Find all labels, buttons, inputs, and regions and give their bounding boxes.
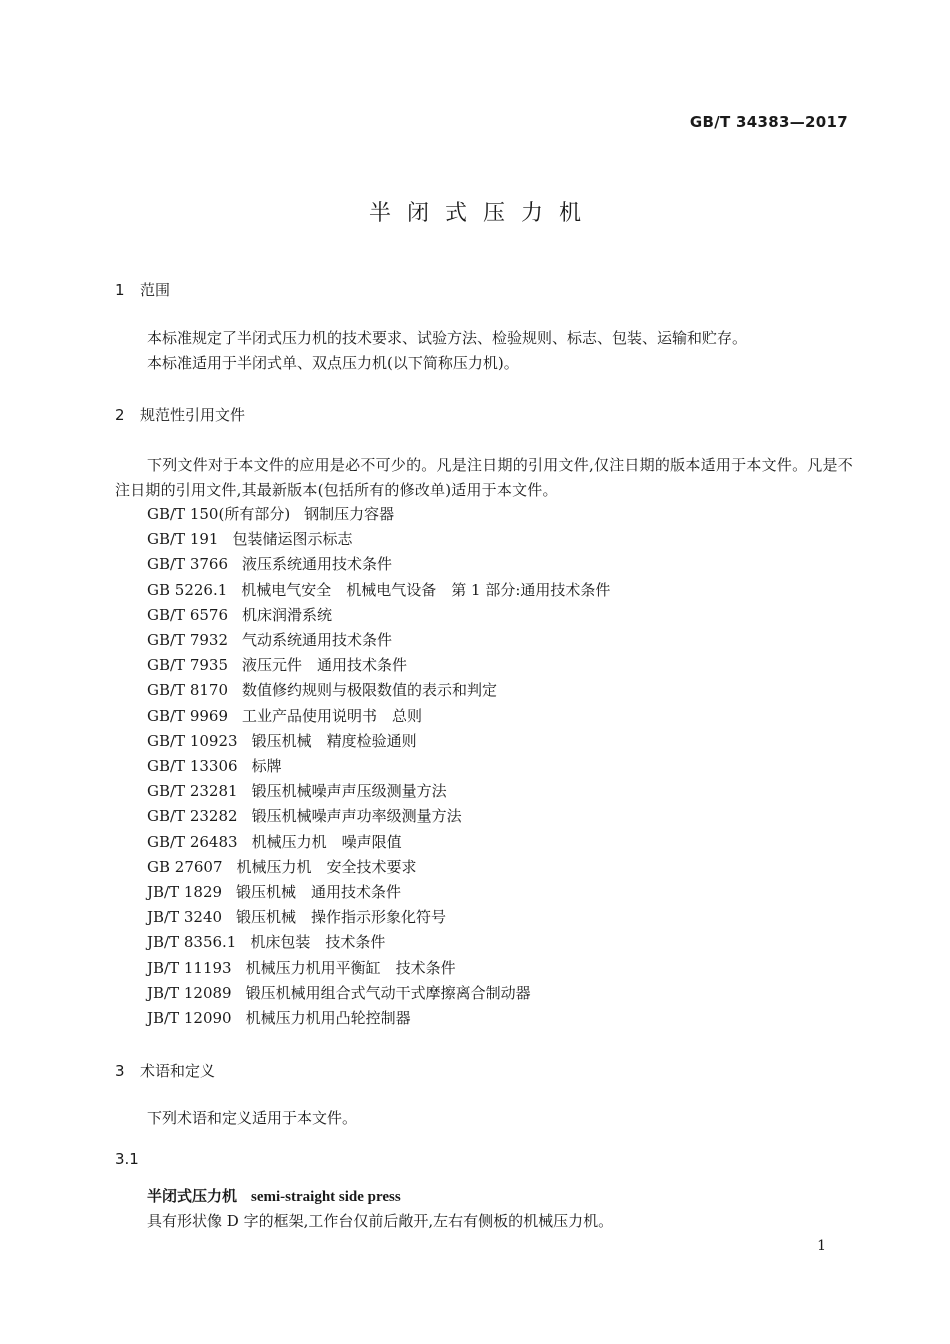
reference-title: 工业产品使用说明书 总则 [242,706,423,725]
reference-code: GB/T 9969 [147,706,229,725]
reference-item [147,855,610,880]
reference-code: GB/T 6576 [147,605,229,624]
reference-title: 机械压力机用凸轮控制器 [245,1009,411,1028]
reference-title: 锻压机械噪声声压级测量方法 [251,782,447,801]
reference-list [147,502,610,1031]
reference-code: JB/T 3240 [147,908,223,927]
reference-title: 机械压力机用平衡缸 技术条件 [245,958,456,977]
section-number: 1 [115,281,125,299]
scope-paragraph-2: 本标准适用于半闭式单、双点压力机(以下简称压力机)。 [147,354,519,372]
reference-title: 机械压力机 安全技术要求 [236,857,417,876]
section-title: 规范性引用文件 [140,406,246,424]
reference-title: 机械压力机 噪声限值 [251,832,402,851]
reference-code: GB/T 7935 [147,656,229,675]
reference-item [147,628,610,653]
reference-title: 包装储运图示标志 [232,530,353,549]
reference-title: 气动系统通用技术条件 [242,631,393,650]
reference-title: 锻压机械 操作指示形象化符号 [236,908,447,927]
term-number: 3.1 [115,1150,139,1168]
reference-item [147,779,610,804]
reference-code: GB/T 10923 [147,731,238,750]
reference-code: GB/T 7932 [147,631,229,650]
scope-paragraph-1: 本标准规定了半闭式压力机的技术要求、试验方法、检验规则、标志、包装、运输和贮存。 [147,329,748,347]
reference-item [147,830,610,855]
reference-code: GB 5226.1 [147,580,228,599]
reference-title: 标牌 [251,757,282,776]
reference-item [147,578,610,603]
reference-code: JB/T 12089 [147,983,232,1002]
reference-item [147,729,610,754]
reference-item [147,1006,610,1031]
reference-code: GB/T 23281 [147,782,238,801]
term-chinese: 半闭式压力机 [147,1187,238,1205]
document-title: 半闭式压力机 [368,201,597,226]
reference-item [147,653,610,678]
reference-item [147,754,610,779]
section-title: 范围 [140,281,171,299]
section-number: 3 [115,1062,125,1080]
term-definition: 具有形状像 D 字的框架,工作台仅前后敞开,左右有侧板的机械压力机。 [147,1212,614,1230]
reference-code: JB/T 8356.1 [147,933,237,952]
reference-title: 机械电气安全 机械电气设备 第 1 部分:通用技术条件 [241,580,611,599]
reference-code: GB/T 3766 [147,555,229,574]
reference-item [147,981,610,1006]
reference-item [147,678,610,703]
reference-code: GB/T 150(所有部分) [147,505,291,523]
reference-code: GB/T 23282 [147,807,238,826]
reference-item [147,930,610,955]
reference-item [147,552,610,577]
reference-item [147,527,610,552]
reference-item [147,804,610,829]
term-english: semi-straight side press [251,1189,401,1205]
standard-code: GB/T 34383—2017 [689,113,848,131]
section-3-heading [115,1060,215,1081]
reference-code: GB/T 26483 [147,832,238,851]
reference-item [147,905,610,930]
reference-code: JB/T 12090 [147,1009,232,1028]
reference-code: GB 27607 [147,857,223,876]
reference-title: 锻压机械噪声声功率级测量方法 [251,807,462,826]
reference-item [147,880,610,905]
section-2-heading [115,404,245,425]
reference-code: GB/T 8170 [147,681,229,700]
reference-code: JB/T 1829 [147,883,223,902]
reference-title: 液压元件 通用技术条件 [242,656,408,675]
reference-item [147,603,610,628]
section-title: 术语和定义 [140,1062,216,1080]
reference-code: JB/T 11193 [147,958,232,977]
reference-item [147,956,610,981]
reference-title: 机床润滑系统 [242,605,333,624]
reference-item [147,502,610,527]
reference-title: 机床包装 技术条件 [250,933,386,952]
terms-intro: 下列术语和定义适用于本文件。 [147,1109,358,1127]
reference-item [147,704,610,729]
reference-title: 液压系统通用技术条件 [242,555,393,574]
reference-title: 锻压机械 通用技术条件 [236,883,402,902]
term-heading [147,1185,401,1206]
page-number: 1 [817,1238,826,1254]
references-intro: 下列文件对于本文件的应用是必不可少的。凡是注日期的引用文件,仅注日期的版本适用于本文件。凡是不注日期的引用文件,其最新版本(包括所有的修改单)适用于本文件。 [115,456,853,499]
reference-code: GB/T 13306 [147,757,238,776]
reference-code: GB/T 191 [147,530,219,549]
section-1-heading [115,279,170,300]
reference-title: 锻压机械 精度检验通则 [251,731,417,750]
reference-title: 锻压机械用组合式气动干式摩擦离合制动器 [245,983,531,1002]
reference-title: 数值修约规则与极限数值的表示和判定 [242,681,498,700]
section-number: 2 [115,406,125,424]
reference-title: 钢制压力容器 [304,505,395,523]
